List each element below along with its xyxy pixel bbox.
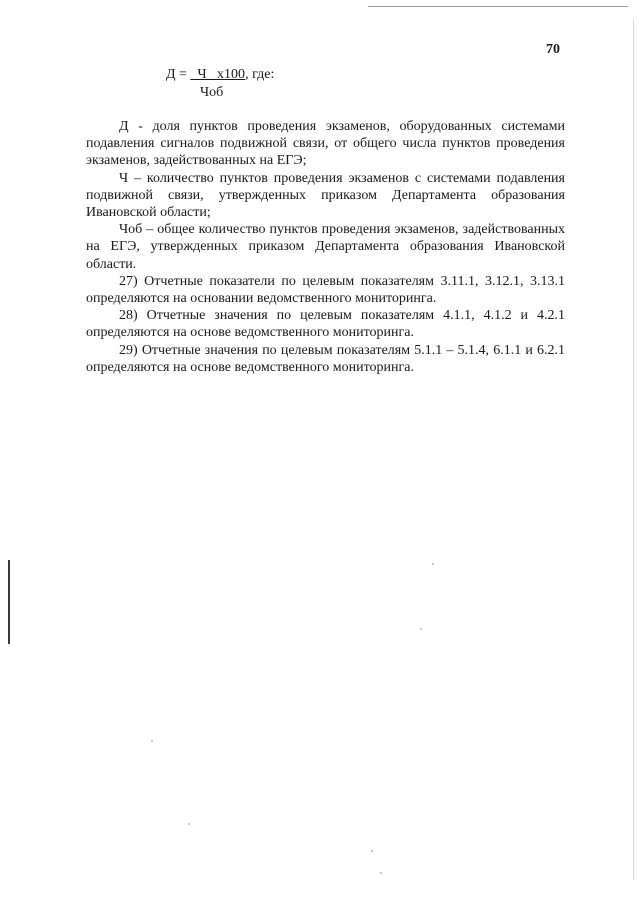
scan-right-edge — [633, 20, 634, 880]
scan-speck — [371, 850, 373, 852]
scan-speck — [432, 563, 434, 565]
formula-denominator: Чоб — [200, 85, 224, 100]
scan-speck — [151, 740, 153, 742]
page-number: 70 — [546, 42, 560, 57]
scan-speck — [420, 628, 422, 630]
formula-suffix: , где: — [245, 67, 275, 82]
formula — [166, 66, 274, 83]
scan-top-edge-line — [368, 6, 628, 7]
formula-numerator: _Ч_ x100 — [190, 67, 246, 82]
paragraph-definition-d: Д - доля пунктов проведения экзаменов, оборудованных системами подавления сигналов подвижной связи, от общего числа пунктов проведения экзаменов, задействованных на ЕГЭ; — [86, 119, 565, 169]
formula-lhs: Д = — [166, 67, 191, 82]
paragraph-item-27: 27) Отчетные показатели по целевым показателям 3.11.1, 3.12.1, 3.13.1 определяются на основании ведомственного мониторинга. — [86, 273, 565, 307]
body-text — [86, 118, 565, 376]
scan-speck — [380, 872, 382, 874]
paragraph-item-28: 28) Отчетные значения по целевым показателям 4.1.1, 4.1.2 и 4.2.1 определяются на основе ведомственного мониторинга. — [86, 308, 565, 341]
scan-left-margin-mark — [8, 560, 10, 644]
paragraph-definition-chob: Чоб – общее количество пунктов проведения экзаменов, задействованных на ЕГЭ, утвержденных приказом Департамента образования Ивановской области. — [86, 222, 565, 272]
paragraph-item-29: 29) Отчетные значения по целевым показателям 5.1.1 – 5.1.4, 6.1.1 и 6.2.1 определяются на основе ведомственного мониторинга. — [86, 342, 565, 375]
paragraph-definition-ch: Ч – количество пунктов проведения экзаменов с системами подавления подвижной связи, утвержденных приказом Департамента образования Ивановской области; — [86, 170, 565, 221]
scan-speck — [188, 823, 190, 825]
